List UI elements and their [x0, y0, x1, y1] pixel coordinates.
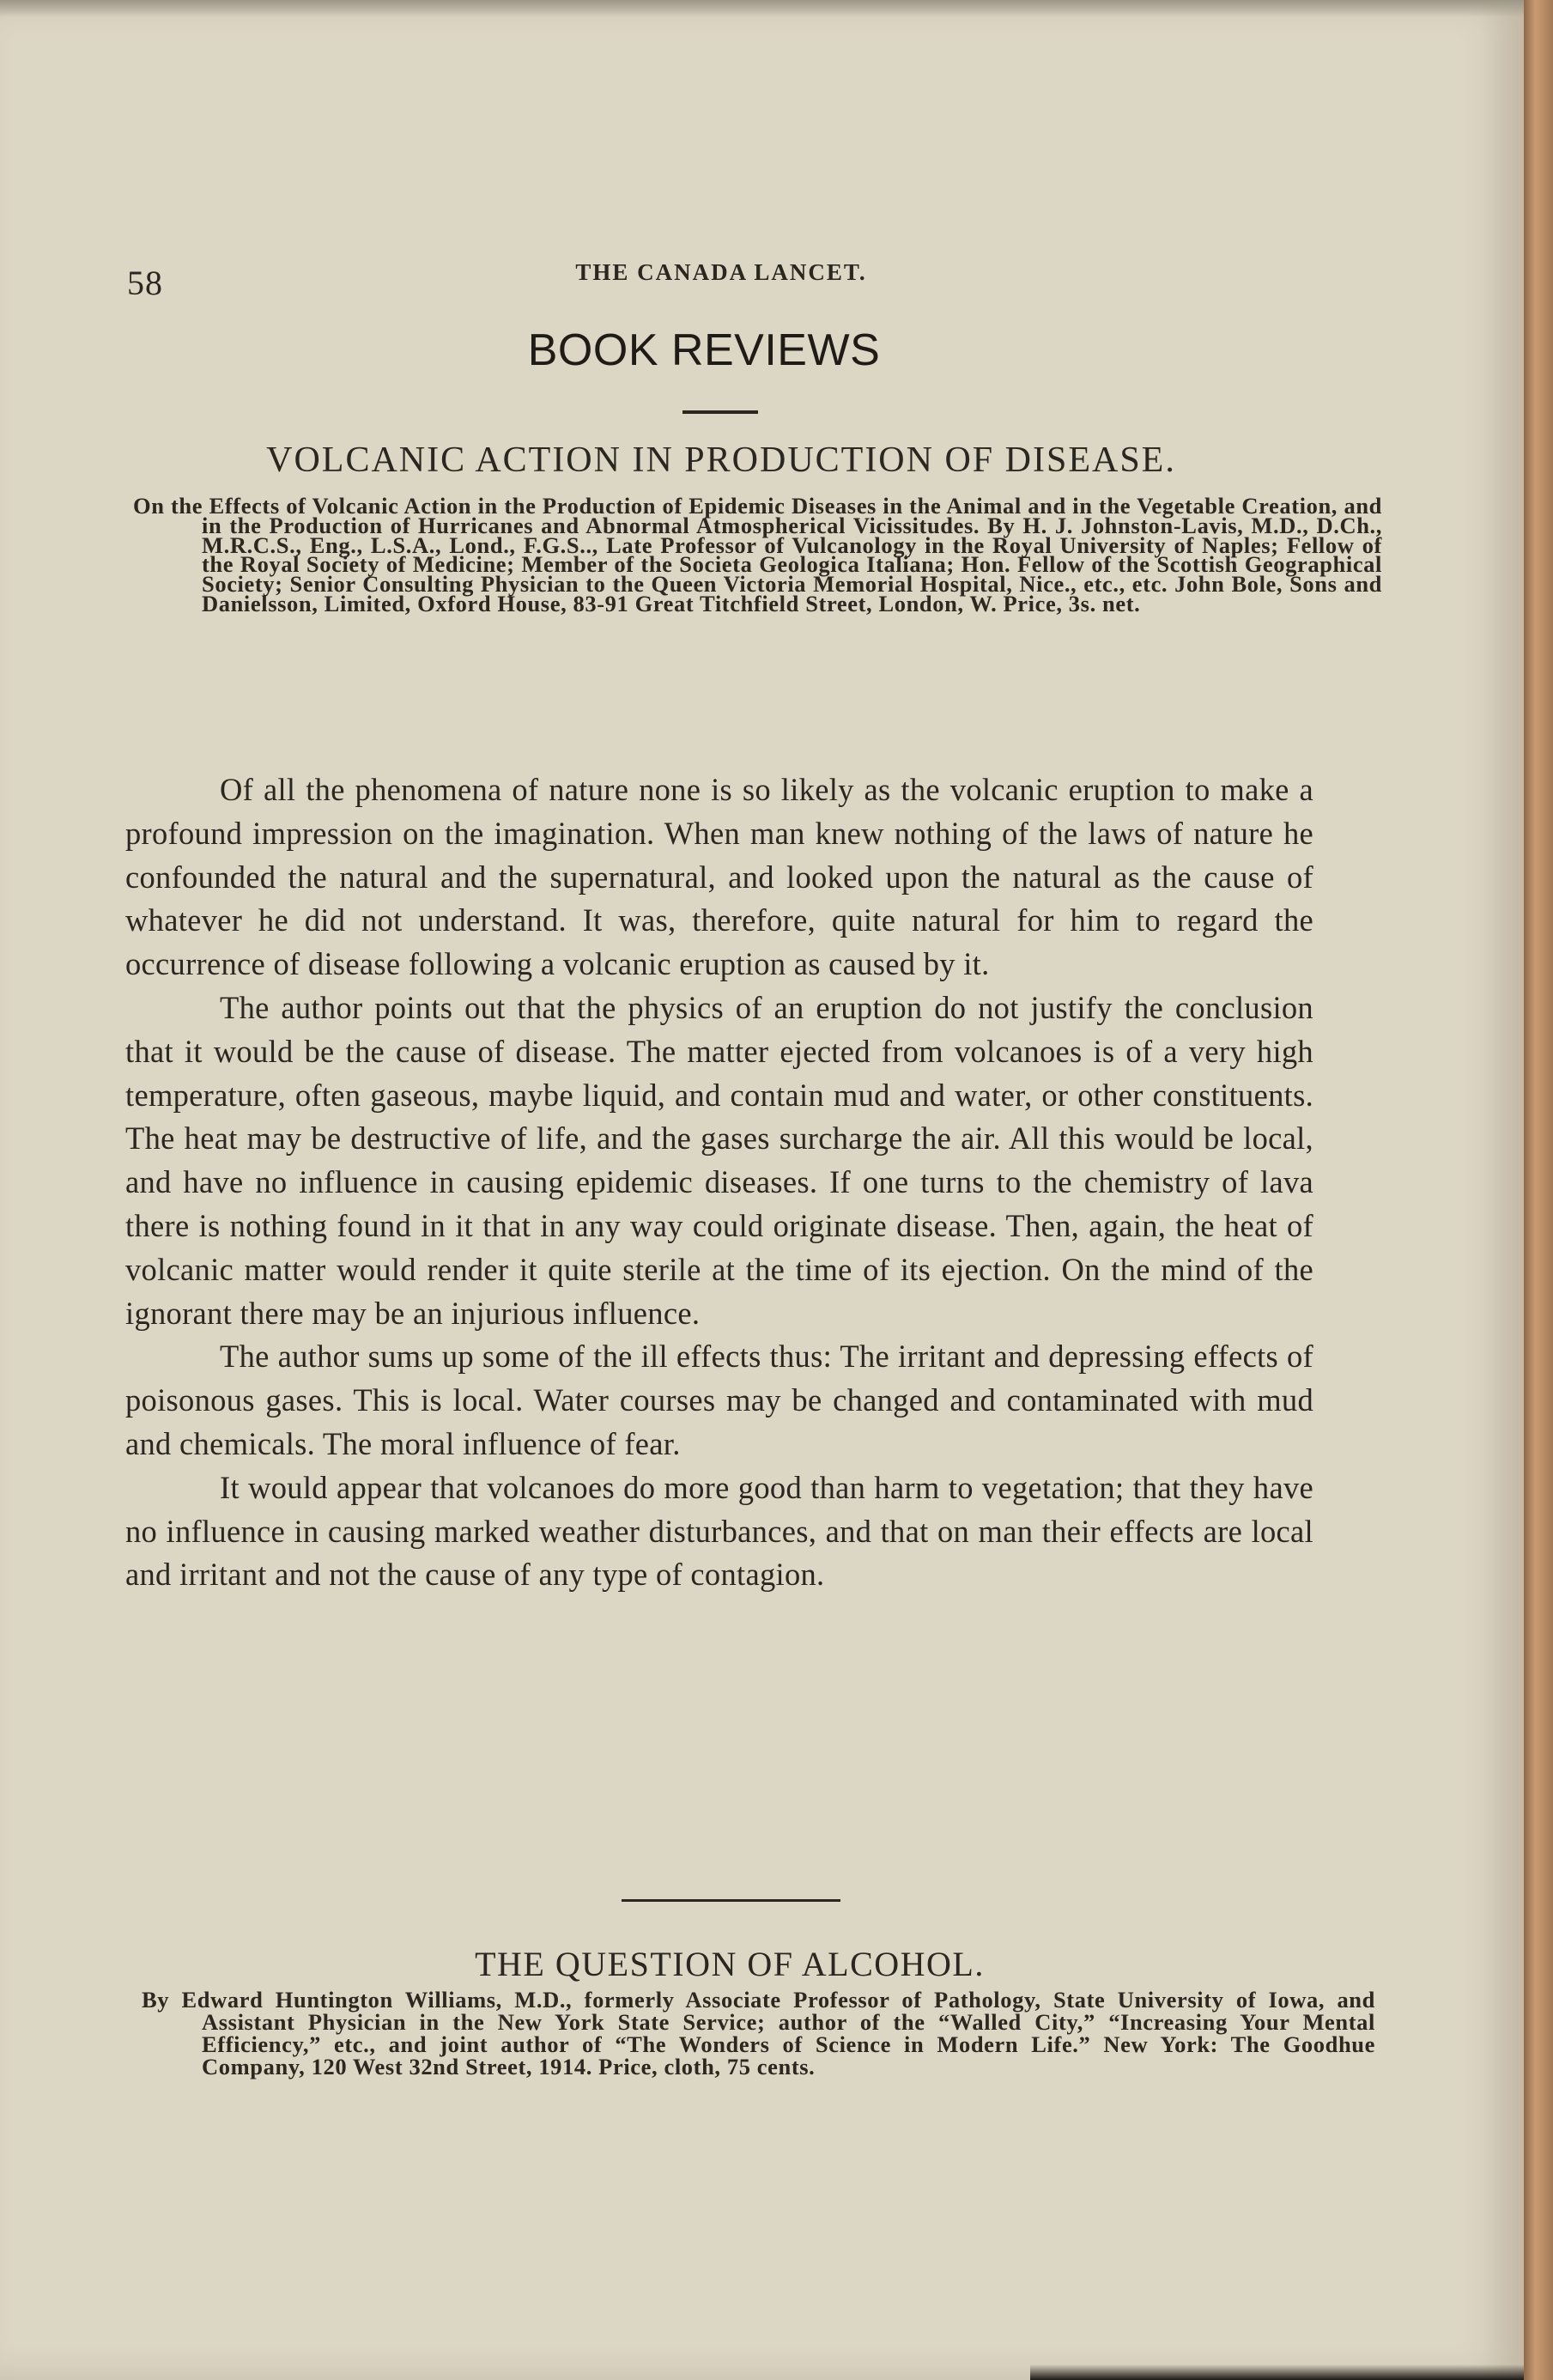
paragraph: The author sums up some of the ill effects thus: The irritant and depressing effects of poisonous gases. This is local. Water courses may be changed and contaminated with mud and chemicals. The moral influence of fear. [125, 1339, 1313, 1461]
page-number: 58 [127, 264, 163, 302]
bottom-shadow [1030, 2365, 1524, 2380]
review-citation: By Edward Huntington Williams, M.D., formerly Associate Professor of Pathology, State University of Iowa, and Assistant Physician in the New York State Service; author of the “Walled City,” “Increasing Your Mental Efficiency,” etc., and joint author of “The Wonders of Science in Modern Life.” New York: The Goodhue Company, 120 West 32nd Street, 1914. Price, cloth, 75 cents. [142, 1987, 1375, 2079]
page-edge [1524, 0, 1553, 2380]
page-top-shadow [0, 0, 1524, 17]
paragraph: It would appear that volcanoes do more good than harm to vegetation; that they have no influence in causing marked weather disturbances, and that on man their effects are local and irritant and not the cause of any type of contagion. [125, 1469, 1313, 1593]
heading-rule [682, 410, 758, 414]
review-citation: On the Effects of Volcanic Action in the Production of Epidemic Diseases in the Animal and in the Vegetable Creation, and in the Production of Hurricanes and Abnormal Atmospherical Vicissitudes. By H. J. Johnston-Lavis, M.D., D.Ch., M.R.C.S., Eng., L.S.A., Lond., F.G.S.., Late Professor of Vulcanology in the Royal University of Naples; Fellow of the Royal Society of Medicine; Member of the Societa Geologica Italiana; Hon. Fellow of the Scottish Geographical Society; Senior Consulting Physician to the Queen Victoria Memorial Hospital, Nice., etc., etc. John Bole, Sons and Danielsson, Limited, Oxford House, 83-91 Great Titchfield Street, London, W. Price, 3s. net. [133, 493, 1382, 616]
paragraph: The author points out that the physics of an eruption do not justify the conclusion that it would be the cause of disease. The matter ejected from volcanoes is of a very high temperature, often gaseous, maybe liquid, and contain mud and water, or other constituents. The heat may be destructive of life, and the gases surcharge the air. All this would be local, and have no influence in causing epidemic diseases. If one turns to the chemistry of lava there is nothing found in it that in any way could originate disease. Then, again, the heat of volcanic matter would render it quite sterile at the time of its ejection. On the mind of the ignorant there may be an injurious influence. [125, 989, 1313, 1331]
running-head: THE CANADA LANCET. [575, 259, 867, 285]
review-body [125, 768, 1313, 1597]
paragraph: Of all the phenomena of nature none is so likely as the volcanic eruption to make a profound impression on the imagination. When man knew nothing of the laws of nature he confounded the natural and the supernatural, and looked upon the natural as the cause of whatever he did not understand. It was, therefore, quite natural for him to regard the occurrence of disease following a volcanic eruption as caused by it. [125, 772, 1313, 982]
review-title: VOLCANIC ACTION IN PRODUCTION OF DISEASE. [266, 440, 1176, 480]
section-divider [622, 1899, 840, 1902]
review-title: THE QUESTION OF ALCOHOL. [475, 1945, 985, 1983]
section-heading: BOOK REVIEWS [527, 325, 881, 375]
